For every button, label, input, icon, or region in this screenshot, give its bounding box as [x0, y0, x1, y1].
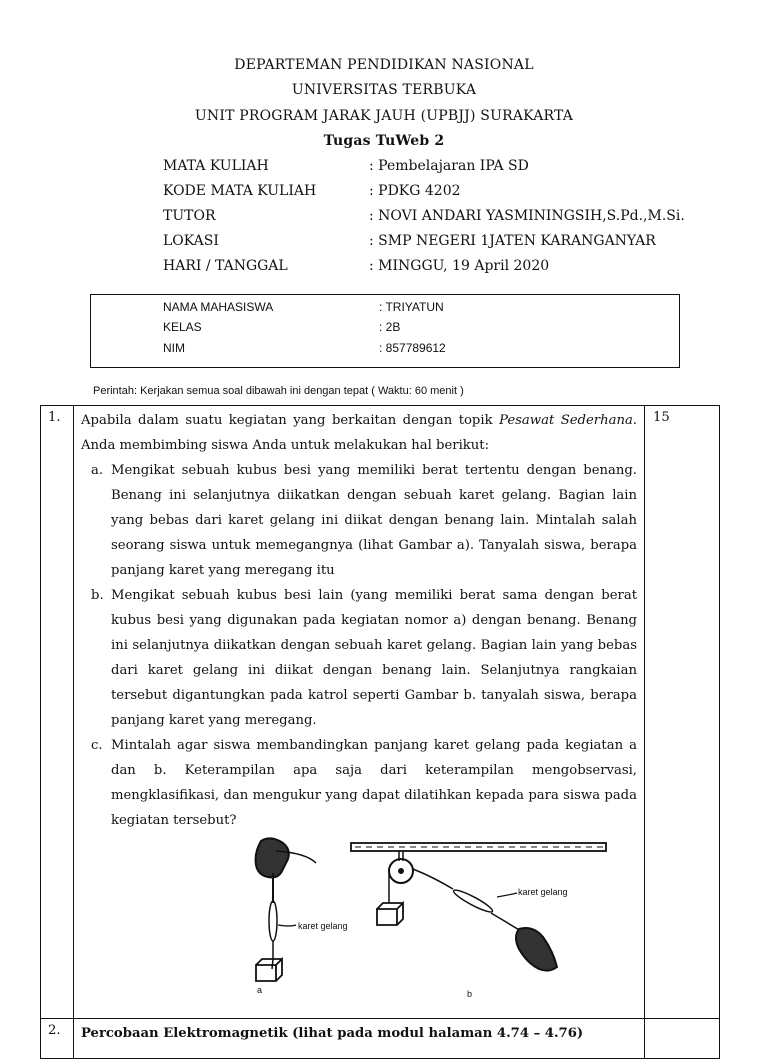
list-item-b	[81, 583, 637, 733]
student-value: : 2B	[379, 320, 401, 334]
meta-value: : Pembelajaran IPA SD	[369, 158, 529, 174]
student-value: : TRIYATUN	[379, 300, 444, 314]
question-table	[40, 405, 720, 1059]
student-row-name	[163, 300, 444, 314]
student-label: KELAS	[163, 320, 202, 334]
question-title: Percobaan Elektromagnetik (lihat pada modul halaman 4.74 – 4.76)	[81, 1026, 584, 1041]
instruction-text: Perintah: Kerjakan semua soal dibawah ini dengan tepat ( Waktu: 60 menit )	[93, 385, 464, 397]
list-item-a	[81, 458, 637, 583]
question-body	[74, 406, 645, 1019]
question-topic: Pesawat Sederhana.	[499, 413, 638, 428]
list-marker: a.	[91, 463, 104, 478]
experiment-figure	[81, 833, 637, 1018]
student-label: NAMA MAHASISWA	[163, 300, 274, 314]
hand-b-icon	[516, 928, 557, 971]
question-row	[41, 1019, 720, 1059]
question-intro-a: Apabila dalam suatu kegiatan yang berkaitan dengan topik	[81, 413, 493, 428]
meta-label: HARI / TANGGAL	[163, 258, 288, 274]
question-intro-b: Anda membimbing siswa Anda untuk melakukan hal berikut:	[81, 438, 490, 453]
list-marker: b.	[91, 588, 104, 603]
meta-value: : PDKG 4202	[369, 183, 461, 199]
iron-cube-b	[377, 903, 403, 925]
list-marker: c.	[91, 738, 103, 753]
figure-label-b: karet gelang	[518, 887, 568, 897]
figure-b	[351, 843, 606, 971]
rubber-band-b	[452, 887, 495, 915]
figure-caption-b: b	[467, 989, 473, 999]
figure-illustration	[81, 833, 671, 1018]
student-info-box	[90, 294, 680, 368]
header-line-3: UNIT PROGRAM JARAK JAUH (UPBJJ) SURAKARTA	[194, 108, 574, 124]
meta-label: TUTOR	[163, 208, 216, 224]
list-text: Mengikat sebuah kubus besi yang memiliki berat tertentu dengan benang. Benang ini selanjutnya diikatkan dengan sebuah karet gelang. Bagian lain yang bebas dari karet gelang ini diikat dengan benang lain. Mintalah salah seorang siswa untuk memegangnya (lihat Gambar a). Tanyalah siswa, berapa panjang karet yang meregang itu	[111, 463, 637, 578]
question-intro	[81, 408, 637, 458]
question-number: 1.	[41, 406, 74, 1019]
iron-cube-a	[256, 959, 282, 981]
figure-a	[256, 838, 316, 981]
figure-caption-a: a	[257, 985, 263, 995]
header-line-2: UNIVERSITAS TERBUKA	[291, 82, 477, 98]
header-line-1: DEPARTEMAN PENDIDIKAN NASIONAL	[234, 57, 534, 73]
student-label: NIM	[163, 341, 185, 355]
document-title: Tugas TuWeb 2	[323, 133, 445, 149]
list-item-c	[81, 733, 637, 833]
list-text: Mintalah agar siswa membandingkan panjang karet gelang pada kegiatan a dan b. Keterampilan apa saja dari keterampilan mengobservasi, mengklasifikasi, dan mengukur yang dapat dilatihkan kepada para siswa pada kegiatan tersebut?	[111, 738, 637, 828]
meta-value: : SMP NEGERI 1JATEN KARANGANYAR	[369, 233, 656, 249]
list-text: Mengikat sebuah kubus besi lain (yang memiliki berat sama dengan berat kubus besi yang digunakan pada kegiatan nomor a) dengan benang. Benang ini selanjutnya diikatkan dengan sebuah karet gelang. Bagian lain yang bebas dari karet gelang ini diikat dengan benang lain. Selanjutnya rangkaian tersebut digantungkan pada katrol seperti Gambar b. tanyalah siswa, berapa panjang karet yang meregang.	[111, 588, 637, 728]
student-row-class	[163, 320, 401, 334]
meta-value: : MINGGU, 19 April 2020	[369, 258, 550, 274]
meta-value: : NOVI ANDARI YASMININGSIH,S.Pd.,M.Si.	[369, 208, 685, 224]
meta-label: KODE MATA KULIAH	[163, 183, 317, 199]
question-row	[41, 406, 720, 1019]
question-number: 2.	[41, 1019, 74, 1059]
figure-label-a: karet gelang	[298, 921, 348, 931]
question-score: 15	[645, 406, 720, 1019]
student-row-nim	[163, 341, 446, 355]
rubber-band-a	[269, 901, 277, 941]
question-score	[645, 1019, 720, 1059]
question-body	[74, 1019, 645, 1059]
meta-label: MATA KULIAH	[163, 158, 269, 174]
hand-a-icon	[256, 838, 289, 877]
meta-label: LOKASI	[163, 233, 219, 249]
student-value: : 857789612	[379, 341, 446, 355]
